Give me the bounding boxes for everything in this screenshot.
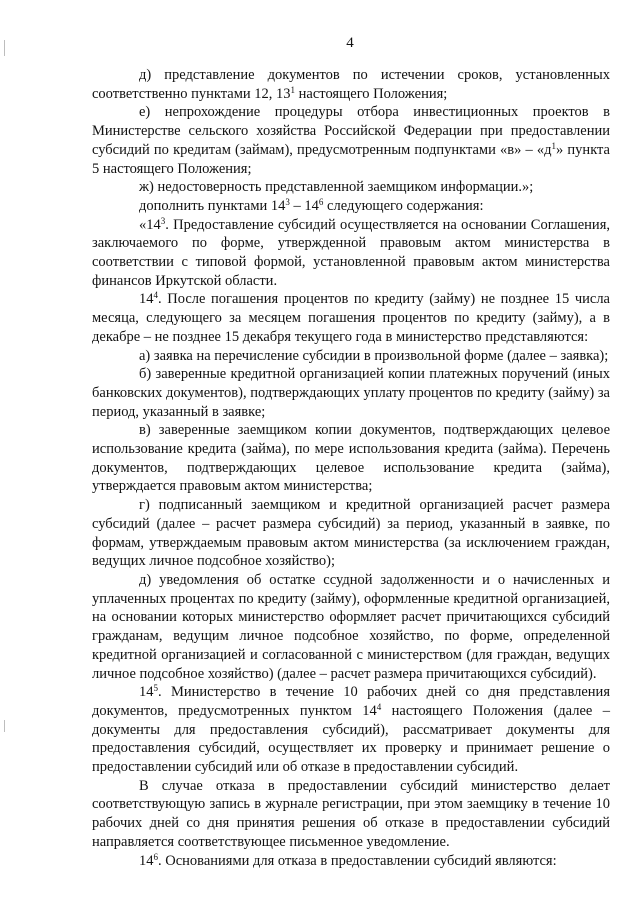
paragraph-item-e-selection: е) непрохождение процедуры отбора инвестиционных проектов в Министерстве сельского хозяйства Российской Федерации при предоставлении субсидий по кредитам (займам), предусмотренным подпунктами «в» – «$д^1$» пункта 5 настоящего Положения;: [92, 104, 610, 177]
paragraph-sub-a: а) заявка на перечисление субсидии в произвольной форме (далее – заявка);: [139, 347, 609, 364]
paragraph-sub-g: г) подписанный заемщиком и кредитной организацией расчет размера субсидий (далее – расчет размера субсидий) за период, указанный в заявке, по формам, утверждаемым правовым актом министерства (за исключением граждан, ведущих личное подсобное хозяйство);: [92, 497, 610, 570]
paragraph-point-14-4: $14^4$. После погашения процентов по кредиту (займу) не позднее 15 числа месяца, следующего за месяцем погашения процентов по кредиту (займу), а в декабре – не позднее 15 декабря текущего года в министерство представляются:: [92, 290, 610, 345]
paragraph-sub-v: в) заверенные заемщиком копии документов, подтверждающих целевое использование кредита (займа), по мере использования кредита (займа). Перечень документов, подтверждающих целевое использование кредита (займа), утверждается правовым актом министерства;: [92, 422, 610, 495]
paragraph-point-14-6: $14^6$. Основаниями для отказа в предоставлении субсидий являются:: [139, 851, 557, 869]
paragraph-sub-b: б) заверенные кредитной организацией копии платежных поручений (иных банковских документов), подтверждающих уплату процентов по кредиту (займу) за период, указанный в заявке;: [92, 366, 610, 420]
document-body: [92, 66, 610, 870]
paragraph-add-points: дополнить пунктами $14^3 - 14^6$ следующего содержания:: [139, 196, 484, 214]
margin-scan-mark: [4, 720, 5, 732]
paragraph-refusal-case: В случае отказа в предоставлении субсидий министерство делает соответствующую запись в журнале регистрации, при этом заемщику в течение 10 рабочих дней со дня принятия решения об отказе в предоставлении субсидий направляется соответствующее письменное уведомление.: [92, 777, 610, 850]
paragraph-item-d-deadline: д) представление документов по истечении сроков, установленных соответственно пунктами 12, $13^1$ настоящего Положения;: [92, 67, 610, 102]
paragraph-item-zh-unreliable: ж) недостоверность представленной заемщиком информации.»;: [139, 179, 534, 196]
paragraph-point-14-3: «$14^3$. Предоставление субсидий осуществляется на основании Соглашения, заключаемого по форме, утвержденной правовым актом министерства в соответствии с типовой формой, установленной правовым актом министерства финансов Иркутской области.: [92, 215, 610, 289]
paragraph-sub-d: д) уведомления об остатке ссудной задолженности и о начисленных и уплаченных процентах по кредиту (займу), оформленные кредитной организацией, на основании которых министерство оформляет расчет причитающихся субсидий гражданам, ведущим личное подсобное хозяйство, по форме, определенной кредитной организацией и согласованной с министерством (для граждан, ведущих личное подсобное хозяйство) (далее – расчет размера причитающихся субсидий).: [92, 571, 610, 682]
page-number: 4: [346, 35, 354, 51]
paragraph-point-14-5: $14^5$. Министерство в течение 10 рабочих дней со дня представления документов, предусмотренных пунктом $14^4$ настоящего Положения (далее – документы для предоставления субсидий), рассматривает документы для предоставления субсидий, осуществляет их проверку и принимает решение о предоставлении субсидий или об отказе в предоставлении субсидий.: [92, 683, 610, 776]
